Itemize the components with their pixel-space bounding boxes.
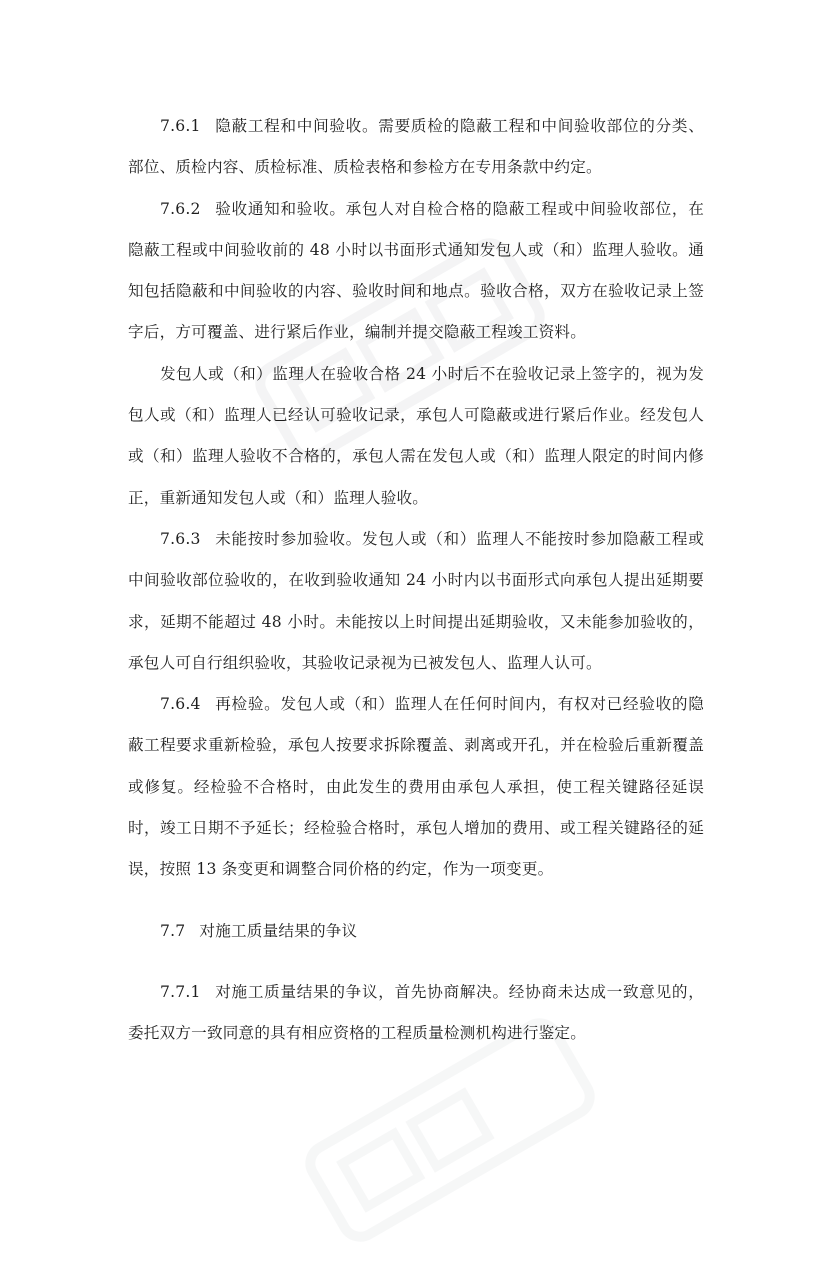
clause-text: 对施工质量结果的争议，首先协商解决。经协商未达成一致意见的，委托双方一致同意的具有相应资格的工程质量检测机构进行鉴定。 — [128, 982, 704, 1043]
section-number: 7.7 — [160, 921, 186, 940]
clause-text: 再检验。发包人或（和）监理人在任何时间内，有权对已经验收的隐蔽工程要求重新检验，承包人按要求拆除覆盖、剥离或开孔，并在检验后重新覆盖或修复。经检验不合格时，由此发生的费用由承包人承担，使工程关键路径延误时，竣工日期不予延长；经检验合格时，承包人增加的费用、或工程关键路径的延误，按照 13 条变更和调整合同价格的约定，作为一项变更。 — [128, 695, 704, 879]
clause-number: 7.6.3 — [160, 529, 201, 548]
paragraph-7-6-4 — [128, 684, 704, 890]
body-text — [128, 106, 704, 1055]
clause-number: 7.6.1 — [160, 117, 201, 135]
clause-number: 7.6.4 — [160, 695, 201, 714]
section-heading-7-7 — [128, 911, 704, 952]
clause-text: 验收通知和验收。承包人对自检合格的隐蔽工程或中间验收部位，在隐蔽工程或中间验收前的 48 小时以书面形式通知发包人或（和）监理人验收。通知包括隐蔽和中间验收的内容、验收时间和地点。验收合格，双方在验收记录上签字后，方可覆盖、进行紧后作业，编制并提交隐蔽工程竣工资料。 — [128, 199, 704, 342]
paragraph-7-6-1 — [128, 106, 704, 189]
clause-number: 7.7.1 — [160, 982, 201, 1001]
paragraph-7-6-2-continued — [128, 354, 704, 519]
paragraph-7-6-3 — [128, 519, 704, 684]
paragraph-7-6-2 — [128, 189, 704, 354]
clause-number: 7.6.2 — [160, 199, 201, 218]
clause-text: 隐蔽工程和中间验收。需要质检的隐蔽工程和中间验收部位的分类、部位、质检内容、质检标准、质检表格和参检方在专用条款中约定。 — [128, 117, 704, 177]
section-title: 对施工质量结果的争议 — [199, 921, 358, 940]
clause-text: 未能按时参加验收。发包人或（和）监理人不能按时参加隐蔽工程或中间验收部位验收的，在收到验收通知 24 小时内以书面形式向承包人提出延期要求，延期不能超过 48 小时。未能按以上时间提出延期验收，又未能参加验收的，承包人可自行组织验收，其验收记录视为已被发包人、监理人认可。 — [128, 529, 704, 672]
clause-text: 发包人或（和）监理人在验收合格 24 小时后不在验收记录上签字的，视为发包人或（和）监理人已经认可验收记录，承包人可隐蔽或进行紧后作业。经发包人或（和）监理人验收不合格的，承包人需在发包人或（和）监理人限定的时间内修正，重新通知发包人或（和）监理人验收。 — [128, 364, 704, 507]
paragraph-7-7-1 — [128, 972, 704, 1055]
